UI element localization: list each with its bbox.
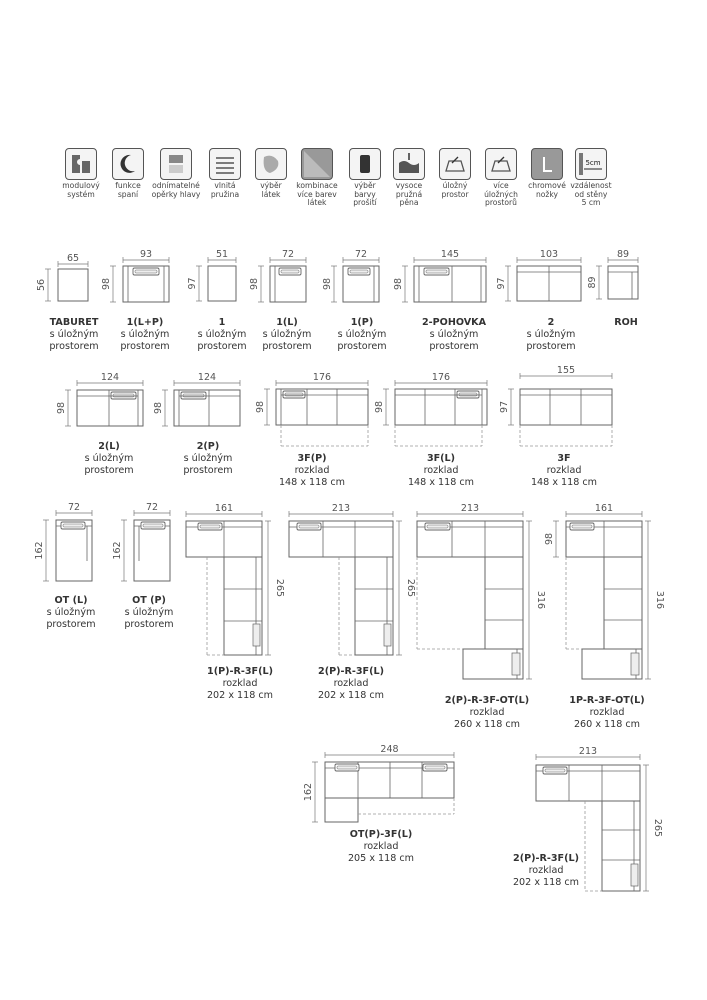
model-desc: s úložným	[337, 329, 387, 341]
headrest-pillow-inner	[63, 524, 83, 527]
model-desc: s úložným	[197, 329, 247, 341]
depth-label: 265	[652, 818, 663, 838]
model-name: 2(L)	[98, 441, 120, 452]
width-label: 161	[214, 503, 234, 514]
feature-label: více úložných prostorů	[484, 181, 518, 208]
headrest-pillow-inner	[200, 525, 220, 528]
model-desc: prostorem	[124, 619, 174, 631]
model-desc: s úložným	[183, 453, 233, 465]
model-name: 1(P)-R-3F(L)	[207, 666, 273, 677]
model-1p-r-3f-l	[185, 666, 295, 703]
depth-label: 265	[274, 578, 285, 598]
width-label: 155	[556, 365, 576, 376]
headrest-pillow-inner	[113, 394, 134, 397]
model-desc: rozklad	[222, 678, 258, 690]
seat-outline	[608, 266, 638, 299]
headrest-pillow-inner	[427, 525, 448, 528]
headrest-pillow-inner	[143, 524, 163, 527]
model-2p-r-3f-l-b	[491, 853, 601, 890]
seat-outline	[485, 557, 523, 649]
model-roh	[571, 317, 681, 329]
depth-label: 162	[112, 541, 123, 560]
seat-outline	[604, 557, 642, 649]
model-desc: s úložným	[84, 453, 134, 465]
headrest-pillow-inner	[459, 393, 477, 396]
model-name: 1(L+P)	[126, 317, 164, 328]
seat-outline	[325, 798, 358, 822]
depth-label: 98	[374, 400, 385, 414]
headrest-pillow-inner	[299, 525, 319, 528]
model-2p-r-3f-l	[296, 666, 406, 703]
width-label: 248	[380, 744, 399, 755]
model-3f	[509, 453, 619, 490]
headrest-pillow-inner	[350, 270, 368, 273]
depth-label: 316	[654, 590, 665, 610]
depth-label: 98	[56, 401, 67, 415]
model-2-pohovka	[399, 317, 509, 354]
model-desc: 202 x 118 cm	[206, 690, 274, 702]
model-1p-r-3f-ot-l	[552, 695, 662, 732]
width-label: 93	[139, 249, 153, 260]
model-name: OT(P)-3F(L)	[349, 829, 413, 840]
model-desc: prostorem	[84, 465, 134, 477]
model-name: ROH	[614, 317, 638, 328]
model-desc: 205 x 118 cm	[347, 853, 415, 865]
model-name: 2(P)-R-3F(L)	[318, 666, 384, 677]
depth-label: 98	[544, 532, 555, 546]
model-name: 2	[547, 317, 555, 328]
model-desc: rozklad	[589, 707, 625, 719]
feature-label: chromové nožky	[528, 181, 566, 199]
model-2p-r-3f-ot-l	[432, 695, 542, 732]
width-label: 145	[440, 249, 460, 260]
model-desc: 148 x 118 cm	[278, 477, 346, 489]
model-2l	[54, 441, 164, 478]
width-label: 124	[197, 372, 217, 383]
model-name: 2(P)	[196, 441, 220, 452]
depth-label: 97	[187, 277, 198, 290]
headrest-pillow-inner	[426, 270, 447, 273]
model-name: OT (P)	[132, 595, 166, 606]
feature-label: vysoce pružná pěna	[395, 181, 423, 208]
model-desc: s úložným	[124, 607, 174, 619]
depth-label: 97	[499, 400, 510, 414]
model-desc: 202 x 118 cm	[317, 690, 385, 702]
model-desc: prostorem	[183, 465, 233, 477]
headrest-pillow-inner	[183, 394, 204, 397]
model-name: TABURET	[49, 317, 99, 328]
armrest-pillow	[384, 624, 391, 646]
headrest-pillow-inner	[572, 525, 592, 528]
headrest-pillow-inner	[545, 769, 565, 772]
model-name: 3F(P)	[297, 453, 327, 464]
model-desc: prostorem	[46, 619, 96, 631]
model-desc: 260 x 118 cm	[453, 719, 521, 731]
model-desc: prostorem	[120, 341, 170, 353]
feature-label: výběr látek	[260, 181, 282, 199]
seat-outline	[520, 389, 612, 425]
depth-label: 316	[535, 590, 546, 610]
width-label: 213	[331, 503, 351, 514]
model-3fp	[257, 453, 367, 490]
width-label: 72	[67, 502, 81, 513]
model-desc: rozklad	[423, 465, 459, 477]
model-desc: rozklad	[294, 465, 330, 477]
model-desc: rozklad	[546, 465, 582, 477]
model-desc: rozklad	[528, 865, 564, 877]
width-label: 176	[312, 372, 332, 383]
model-desc: rozklad	[469, 707, 505, 719]
depth-label: 98	[249, 277, 260, 291]
width-label: 89	[616, 249, 630, 260]
model-name: 1(P)	[350, 317, 374, 328]
model-desc: prostorem	[197, 341, 247, 353]
feature-label: vzdálenost od stěny 5 cm	[570, 181, 612, 208]
width-label: 176	[431, 372, 451, 383]
seat-outline	[58, 269, 88, 301]
model-desc: rozklad	[363, 841, 399, 853]
width-label: 72	[145, 502, 159, 513]
feature-label: kombinace více barev látek	[296, 181, 338, 208]
model-name: OT (L)	[54, 595, 88, 606]
model-desc: s úložným	[429, 329, 479, 341]
model-desc: prostorem	[526, 341, 576, 353]
model-desc: 202 x 118 cm	[512, 877, 580, 889]
model-name: 1P-R-3F-OT(L)	[569, 695, 645, 706]
width-label: 72	[281, 249, 295, 260]
width-label: 51	[215, 249, 229, 260]
model-name: 3F	[557, 453, 571, 464]
model-name: 1(L)	[276, 317, 298, 328]
width-label: 213	[460, 503, 480, 514]
depth-label: 97	[496, 277, 507, 290]
headrest-pillow-inner	[285, 393, 303, 396]
depth-label: 162	[303, 782, 314, 802]
model-desc: s úložným	[46, 607, 96, 619]
width-label: 72	[354, 249, 368, 260]
model-desc: 148 x 118 cm	[530, 477, 598, 489]
model-2p	[153, 441, 263, 478]
model-desc: prostorem	[337, 341, 387, 353]
model-desc: rozklad	[333, 678, 369, 690]
headrest-pillow-inner	[337, 766, 357, 769]
model-desc: prostorem	[49, 341, 99, 353]
feature-label: výběr barvy prošití	[353, 181, 377, 208]
width-label: 65	[66, 253, 80, 264]
armrest-pillow	[253, 624, 260, 646]
model-ot-p	[94, 595, 204, 632]
model-name: 1	[218, 317, 226, 328]
width-label: 124	[100, 372, 120, 383]
armrest-pillow	[631, 653, 639, 675]
armrest-pillow	[631, 864, 638, 886]
feature-label: funkce spaní	[115, 181, 141, 199]
model-desc: s úložným	[526, 329, 576, 341]
feature-label: odnímatelné opěrky hlavy	[151, 181, 201, 199]
depth-label: 98	[322, 277, 333, 291]
model-desc: 148 x 118 cm	[407, 477, 475, 489]
depth-label: 98	[255, 400, 266, 414]
model-desc: s úložným	[49, 329, 99, 341]
model-name: 2-POHOVKA	[421, 317, 487, 328]
depth-label: 56	[36, 278, 47, 292]
model-desc: prostorem	[262, 341, 312, 353]
model-desc: s úložným	[262, 329, 312, 341]
depth-label: 98	[393, 277, 404, 291]
model-name: 2(P)-R-3F-OT(L)	[444, 695, 530, 706]
width-label: 161	[594, 503, 614, 514]
headrest-pillow-inner	[281, 270, 299, 273]
width-label: 103	[539, 249, 559, 260]
model-name: 2(P)-R-3F(L)	[513, 853, 579, 864]
depth-label: 162	[34, 541, 45, 560]
depth-label: 98	[101, 277, 112, 291]
depth-label: 89	[587, 276, 598, 289]
svg-text:5cm: 5cm	[585, 159, 601, 167]
model-name: 3F(L)	[426, 453, 456, 464]
feature-label: vlnitá pružina	[210, 181, 240, 199]
headrest-pillow-inner	[135, 270, 157, 273]
model-desc: s úložným	[120, 329, 170, 341]
model-desc: prostorem	[429, 341, 479, 353]
model-otp-3f-l	[326, 829, 436, 866]
depth-label: 265	[405, 578, 416, 598]
headrest-pillow-inner	[425, 766, 445, 769]
armrest-pillow	[512, 653, 520, 675]
depth-label: 98	[153, 401, 164, 415]
model-desc: 260 x 118 cm	[573, 719, 641, 731]
model-3fl	[386, 453, 496, 490]
feature-label: modulový systém	[62, 181, 100, 199]
feature-label: úložný prostor	[441, 181, 469, 199]
width-label: 213	[578, 746, 598, 757]
seat-outline	[208, 266, 236, 301]
